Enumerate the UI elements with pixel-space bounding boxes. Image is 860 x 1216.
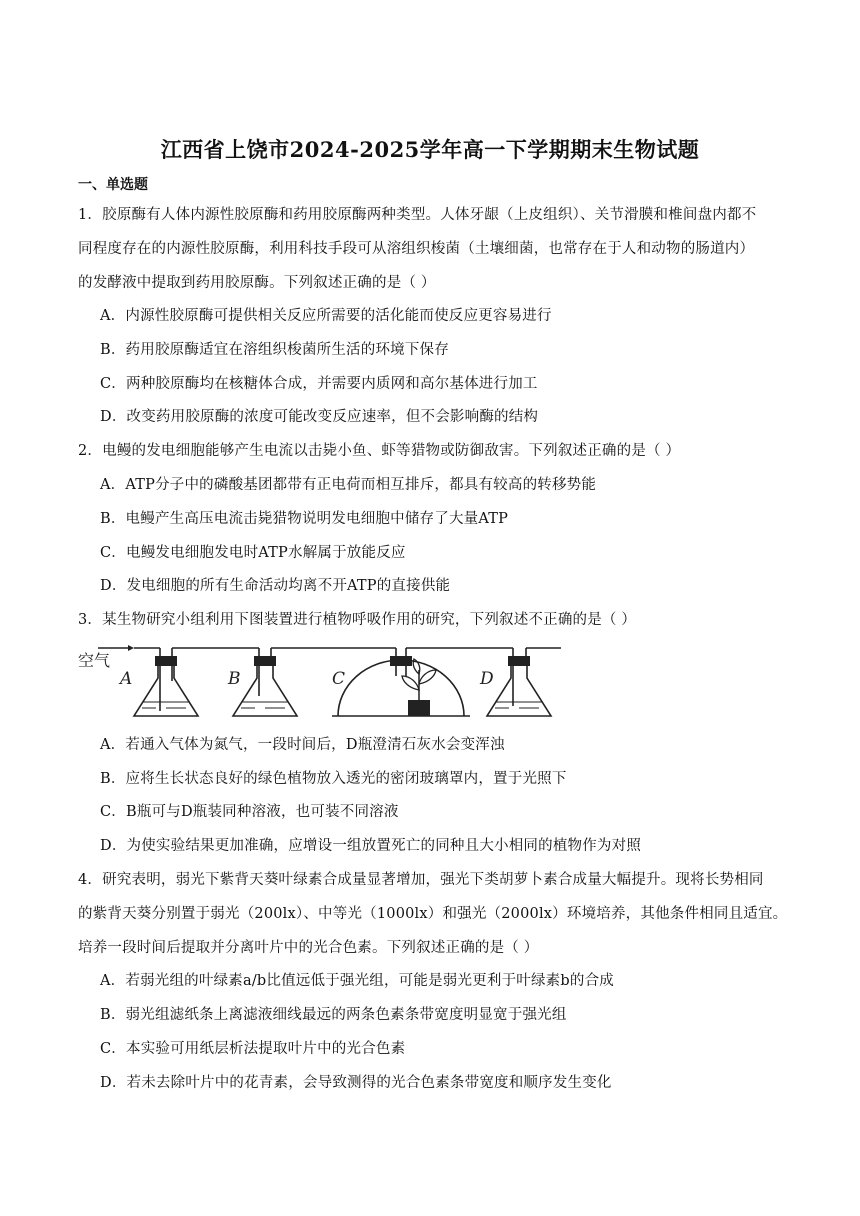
question-3-line-1: 3．某生物研究小组利用下图装置进行植物呼吸作用的研究，下列叙述不正确的是（ ） [78, 612, 637, 628]
flask-a-label: A [120, 669, 133, 689]
flask-d [479, 656, 551, 716]
question-3-option-c: C．B瓶可与D瓶装同种溶液，也可装不同溶液 [100, 804, 399, 820]
section-heading: 一、单选题 [78, 177, 148, 193]
question-1-option-c: C．两种胶原酶均在核糖体合成，并需要内质网和高尔基体进行加工 [100, 376, 538, 392]
question-2-option-d: D．发电细胞的所有生命活动均离不开ATP的直接供能 [100, 578, 451, 594]
flask-a [118, 656, 198, 716]
question-1-line-2: 同程度存在的内源性胶原酶，利用科技手段可从溶组织梭菌（土壤细菌，也常存在于人和动物的肠道内） [78, 241, 755, 257]
question-4-option-c: C．本实验可用纸层析法提取叶片中的光合色素 [100, 1041, 406, 1057]
plant-leaf [419, 670, 436, 684]
question-1-option-a: A．内源性胶原酶可提供相关反应所需要的活化能而使反应更容易进行 [100, 308, 552, 324]
plant-leaf [402, 676, 419, 690]
question-2-option-a: A．ATP分子中的磷酸基团都带有正电荷而相互排斥，都具有较高的转移势能 [100, 477, 597, 493]
page-title: 江西省上饶市2024-2025学年高一下学期期末生物试题 [160, 137, 700, 162]
question-4-line-3: 培养一段时间后提取并分离叶片中的光合色素。下列叙述正确的是（ ） [78, 940, 539, 956]
question-2-option-c: C．电鳗发电细胞发电时ATP水解属于放能反应 [100, 545, 406, 561]
question-1-line-3: 的发酵液中提取到药用胶原酶。下列叙述正确的是（ ） [78, 275, 436, 291]
flask-b-label: B [228, 669, 241, 689]
question-4-line-1: 4．研究表明，弱光下紫背天葵叶绿素合成量显著增加，强光下类胡萝卜素合成量大幅提升。现将长势相同 [78, 872, 764, 888]
question-2-option-b: B．电鳗产生高压电流击毙猎物说明发电细胞中储存了大量ATP [100, 511, 509, 527]
question-1-option-d: D．改变药用胶原酶的浓度可能改变反应速率，但不会影响酶的结构 [100, 409, 539, 425]
question-4-option-d: D．若未去除叶片中的花青素，会导致测得的光合色素条带宽度和顺序发生变化 [100, 1075, 612, 1091]
flask-d-stopper [508, 656, 530, 666]
air-label: 空气 [78, 651, 111, 670]
flask-b-stopper [254, 656, 276, 666]
question-3-option-b: B．应将生长状态良好的绿色植物放入透光的密闭玻璃罩内，置于光照下 [100, 771, 567, 787]
bell-jar-c-label: C [332, 669, 346, 689]
respiration-apparatus-diagram [76, 636, 576, 720]
question-4-option-b: B．弱光组滤纸条上离滤液细线最远的两条色素条带宽度明显宽于强光组 [100, 1007, 567, 1023]
air-arrow-head [128, 645, 134, 651]
flask-b [227, 656, 297, 716]
question-1-option-b: B．药用胶原酶适宜在溶组织梭菌所生活的环境下保存 [100, 342, 449, 358]
bell-jar-c [332, 656, 470, 716]
question-3-option-a: A．若通入气体为氮气，一段时间后，D瓶澄清石灰水会变浑浊 [100, 737, 505, 753]
plant-pot [408, 700, 430, 716]
apparatus-svg [76, 636, 576, 720]
question-4-line-2: 的紫背天葵分别置于弱光（200lx）、中等光（1000lx）和强光（2000lx）环境培养，其他条件相同且适宜。 [78, 906, 788, 922]
question-4-option-a: A．若弱光组的叶绿素a/b比值远低于强光组，可能是弱光更利于叶绿素b的合成 [100, 973, 614, 989]
question-3-option-d: D．为使实验结果更加准确，应增设一组放置死亡的同种且大小相同的植物作为对照 [100, 838, 642, 854]
question-2-line-1: 2．电鳗的发电细胞能够产生电流以击毙小鱼、虾等猎物或防御敌害。下列叙述正确的是（ ） [78, 443, 681, 459]
flask-a-stopper [155, 656, 177, 666]
flask-d-label: D [480, 669, 494, 689]
question-1-line-1: 1．胶原酶有人体内源性胶原酶和药用胶原酶两种类型。人体牙龈（上皮组织）、关节滑膜和椎间盘内都不 [78, 207, 757, 223]
